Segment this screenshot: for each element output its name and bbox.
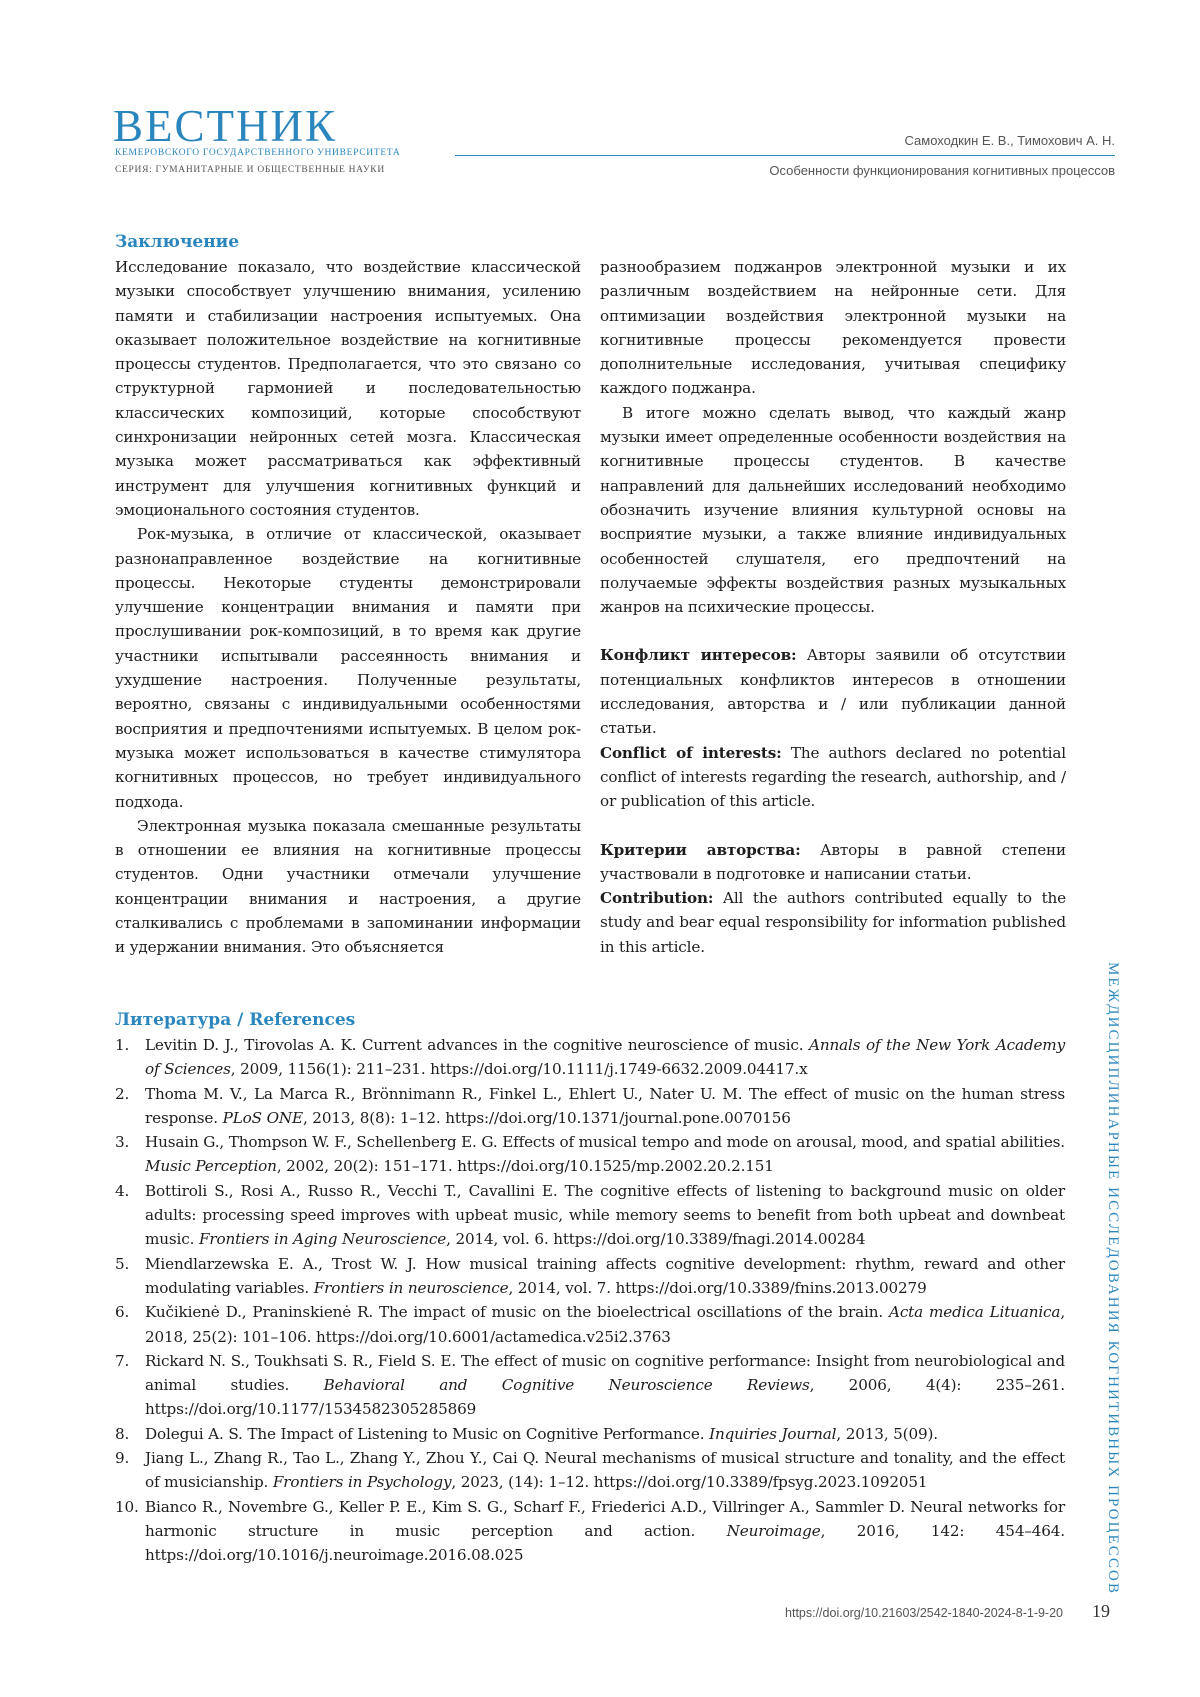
reference-item [115,1300,1065,1349]
reference-item [115,1495,1065,1568]
reference-journal: Frontiers in Psychology [272,1473,452,1492]
reference-details: , 2009, 1156(1): 211–231. https://doi.org/10.1111/j.1749-6632.2009.04417.x [230,1060,808,1079]
reference-details: , 2016, 142: 454–464. https://doi.org/10.1016/j.neuroimage.2016.08.025 [145,1521,1065,1565]
right-column [600,255,1066,959]
reference-details: , 2002, 20(2): 151–171. https://doi.org/10.1525/mp.2002.20.2.151 [276,1157,774,1176]
reference-details: , 2023, (14): 1–12. https://doi.org/10.3389/fpsyg.2023.1092051 [451,1473,928,1492]
conflict-statement-ru [600,643,1066,740]
reference-number: 4. [115,1181,130,1200]
reference-item [115,1179,1065,1252]
reference-number: 7. [115,1351,130,1370]
reference-number: 3. [115,1133,130,1152]
conflict-text-en: The authors declared no potential conflict of interests regarding the research, authorship, and / or publication of this article. [600,743,1066,811]
reference-authors-title: Rickard N. S., Toukhsati S. R., Field S. E. The effect of music on cognitive performance: Insight from neurobiological and animal studies. [145,1351,1065,1395]
page-number: 19 [1092,1601,1110,1621]
contribution-statement-en [600,886,1066,959]
reference-journal: Inquiries Journal [709,1424,837,1443]
reference-authors-title: Bianco R., Novembre G., Keller P. E., Kim S. G., Scharf F., Friederici A.D., Villringer A., Sammler D. Neural networks for harmonic structure in music perception and action. [145,1497,1065,1540]
header-divider [455,155,1115,156]
reference-item [115,1130,1065,1179]
reference-item [115,1446,1065,1495]
reference-details: , 2013, 5(09). [836,1424,938,1443]
reference-item [115,1422,1065,1446]
reference-details: , 2006, 4(4): 235–261. https://doi.org/10.1177/1534582305285869 [145,1376,1065,1419]
reference-authors-title: Bottiroli S., Rosi A., Russo R., Vecchi T., Cavallini E. The cognitive effects of listening to background music on older adults: processing speed improves with upbeat music, while memory seems to benefit from both upbeat and downbeat music. [145,1181,1065,1249]
reference-journal: Acta medica Lituanica [889,1303,1061,1322]
reference-authors-title: Dolegui A. S. The Impact of Listening to Music on Cognitive Performance. [145,1424,710,1443]
contribution-label-en: Contribution: [600,889,714,908]
reference-journal: Annals of the New York Academy of Sciences [145,1036,1065,1079]
reference-item [115,1033,1065,1082]
authorship-label-ru: Критерии авторства: [600,840,801,859]
reference-journal: Frontiers in neuroscience [313,1278,509,1297]
reference-number: 5. [115,1254,130,1273]
reference-journal: Music Perception [145,1157,277,1176]
running-head-title: Особенности функционирования когнитивных процессов [769,163,1115,178]
reference-item [115,1252,1065,1301]
reference-authors-title: Thoma M. V., La Marca R., Brönnimann R., Finkel L., Ehlert U., Nater U. M. The effect of music on the human stress response. [145,1084,1065,1127]
reference-authors-title: Kučikienė D., Praninskienė R. The impact of music on the bioelectrical oscillations of the brain. [145,1303,889,1322]
reference-journal: Behavioral and Cognitive Neuroscience Reviews [323,1376,810,1395]
footer-doi-link[interactable]: https://doi.org/10.21603/2542-1840-2024-8-1-9-20 [785,1606,1063,1620]
reference-authors-title: Levitin D. J., Tirovolas A. K. Current advances in the cognitive neuroscience of music. [145,1036,810,1054]
reference-number: 2. [115,1084,130,1103]
reference-number: 8. [115,1424,130,1443]
reference-item [115,1349,1065,1422]
conflict-label-ru: Конфликт интересов: [600,646,797,665]
reference-item [115,1082,1065,1131]
conclusion-paragraph: Рок-музыка, в отличие от классической, оказывает разнонаправленное воздействие на когнитивные процессы. Некоторые студенты демонстрировали улучшение концентрации внимания и памяти при прослушивании рок-композиций, в то время как другие участники испытывали рассеянность внимания и ухудшение настроения. Полученные результаты, вероятно, связаны с индивидуальными особенностями восприятия и предпочтениями испытуемых. В целом рок-музыка может использоваться в качестве стимулятора когнитивных процессов, но требует индивидуального подхода. [115,525,581,811]
conflict-label-en: Conflict of interests: [600,743,782,762]
contribution-text-en: All the authors contributed equally to the study and bear equal responsibility for information published in this article. [600,889,1066,956]
conclusion-paragraph: Электронная музыка показала смешанные результаты в отношении ее влияния на когнитивные процессы студентов. Одни участники отмечали улучшение концентрации внимания и настроения, а другие сталкивались с проблемами в запоминании информации и удержании внимания. Это объясняется [115,816,581,957]
journal-title: ВЕСТНИК [113,101,338,151]
conclusion-paragraph: разнообразием поджанров электронной музыки и их различным воздействием на нейронные сети. Для оптимизации воздействия электронной музыки на когнитивные процессы рекомендуется провести дополнительные исследования, учитывая специфику каждого поджанра. [600,258,1066,398]
side-band-text: МЕЖДИСЦИПЛИНАРНЫЕ ИССЛЕДОВАНИЯ КОГНИТИВНЫХ ПРОЦЕССОВ [1105,962,1121,1596]
left-column [115,255,581,960]
reference-details: , 2014, vol. 7. https://doi.org/10.3389/fnins.2013.00279 [508,1278,927,1297]
reference-authors-title: Husain G., Thompson W. F., Schellenberg E. G. Effects of musical tempo and mode on arousal, mood, and spatial abilities. [145,1133,1065,1152]
authorship-statement-ru [600,838,1066,887]
reference-number: 1. [115,1036,130,1054]
reference-details: , 2018, 25(2): 101–106. https://doi.org/10.6001/actamedica.v25i2.3763 [145,1303,1065,1346]
references-list [115,1033,1065,1568]
reference-authors-title: Miendlarzewska E. A., Trost W. J. How musical training affects cognitive development: rhythm, reward and other modulating variables. [145,1254,1065,1297]
reference-details: , 2014, vol. 6. https://doi.org/10.3389/fnagi.2014.00284 [446,1230,866,1249]
conflict-statement-en [600,741,1066,814]
conflict-text-ru: Авторы заявили об отсутствии потенциальных конфликтов интересов в отношении исследования, авторства и / или публикации данной статьи. [600,646,1066,738]
reference-journal: Frontiers in Aging Neuroscience [198,1230,447,1249]
reference-journal: PLoS ONE [222,1108,303,1127]
reference-number: 10. [115,1497,139,1516]
reference-details: , 2013, 8(8): 1–12. https://doi.org/10.1371/journal.pone.0070156 [302,1108,791,1127]
references-heading: Литература / References [115,1010,356,1030]
journal-subtitle: КЕМЕРОВСКОГО ГОСУДАРСТВЕННОГО УНИВЕРСИТЕТА [115,148,401,158]
reference-number: 9. [115,1449,130,1468]
reference-number: 6. [115,1303,130,1322]
conclusion-heading: Заключение [115,232,240,252]
conclusion-paragraph: В итоге можно сделать вывод, что каждый жанр музыки имеет определенные особенности воздействия на когнитивные процессы студентов. В качестве направлений для дальнейших исследований необходимо обозначить изучение влияния культурной основы на восприятие музыки, а также влияние индивидуальных особенностей слушателя, его предпочтений на получаемые эффекты воздействия разных музыкальных жанров на психические процессы. [600,403,1066,617]
reference-authors-title: Jiang L., Zhang R., Tao L., Zhang Y., Zhou Y., Cai Q. Neural mechanisms of musical structure and tonality, and the effect of musicianship. [145,1449,1065,1492]
reference-journal: Neuroimage [726,1521,821,1540]
authorship-text-ru: Авторы в равной степени участвовали в подготовке и написании статьи. [600,840,1066,883]
conclusion-paragraph: Исследование показало, что воздействие классической музыки способствует улучшению внимания, усилению памяти и стабилизации настроения испытуемых. Она оказывает положительное воздействие на когнитивные процессы студентов. Предполагается, что это связано со структурной гармонией и последовательностью классических композиций, которые способствуют синхронизации нейронных сетей мозга. Классическая музыка может рассматриваться как эффективный инструмент для улучшения когнитивных функций и эмоционального состояния студентов. [115,258,581,519]
running-head-authors: Самоходкин Е. В., Тимохович А. Н. [904,133,1115,148]
journal-series: СЕРИЯ: ГУМАНИТАРНЫЕ И ОБЩЕСТВЕННЫЕ НАУКИ [115,165,385,175]
